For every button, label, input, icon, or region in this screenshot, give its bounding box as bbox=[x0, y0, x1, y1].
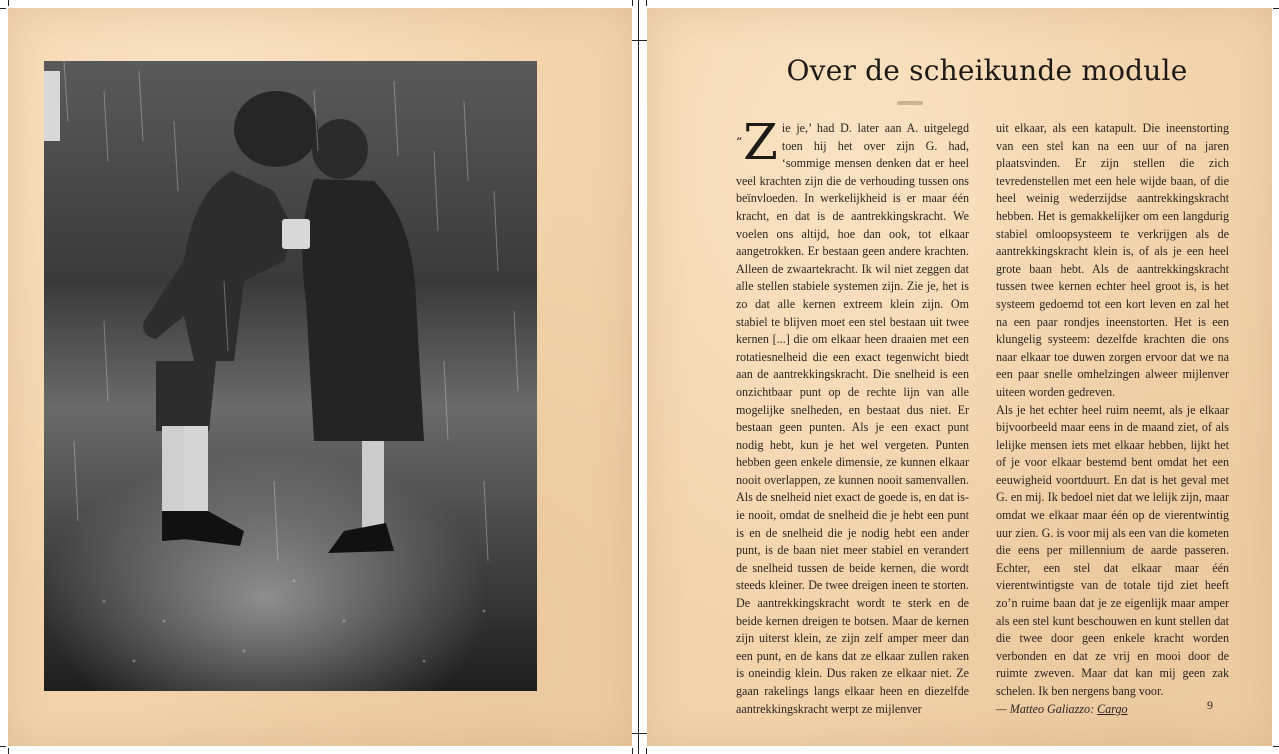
crop-mark bbox=[0, 8, 6, 9]
crop-mark bbox=[1273, 8, 1279, 9]
left-page bbox=[8, 8, 632, 746]
opening-quote: “ bbox=[736, 135, 743, 149]
title-ornament bbox=[897, 101, 923, 105]
crop-mark bbox=[8, 0, 9, 6]
page-title: Over de scheikunde module bbox=[786, 54, 1188, 87]
column-1-text: ie je,’ had D. later aan A. uitgelegd toen hij het over zijn G. had, ‘sommige mensen denken dat er heel veel krachten zijn die de verhouding tussen ons beïnvloeden. In werkelijkheid is er maar één kracht, en dat is de aantrekkingskracht. We voelen ons altijd, hoe dan ook, tot elkaar aangetrokken. Er bestaan geen andere krachten. Alleen de zwaartekracht. Ik wil niet zeggen dat alle stellen stabiele systemen zijn. Zie je, het is zo dat alle kernen extreem klein zijn. Om stabiel te blijven moet een stel bestaan uit twee kernen [...] die om elkaar heen draaien met een rotatiesnelheid die een exact tegenwicht biedt aan de aantrekkingskracht. Die snelheid is een onzichtbaar punt op de rechte lijn van alle mogelijke snelheden, en bestaat dus niet. Er bestaan geen punten. Als je een exact punt nodig hebt, kun je het wel vergeten. Punten hebben geen enkele dimensie, ze kunnen elkaar nooit overlappen, ze kunnen nooit samenvallen. Als de snelheid niet exact de goede is, en dat is-ie nooit, omdat de snelheid die je hebt een punt is en de snelheid die je nodig hebt een ander punt, is de baan niet meer stabiel en verandert de snelheid tussen de beide kernen, die wordt steeds kleiner. De twee dreigen ineen te storten. De aantrekkingskracht wordt te sterk en de beide kernen dreigen te botsen. Maar de kernen zijn uiterst klein, ze zijn zelf amper meer dan een punt, en de kans dat ze elkaar zullen raken is oneindig klein. Dus raken ze elkaar niet. Ze gaan rakelings langs elkaar heen en diezelfde aantrekkingskracht werpt ze mijlenver bbox=[736, 121, 969, 716]
crop-mark bbox=[0, 746, 6, 747]
drop-cap-letter: Z bbox=[743, 113, 778, 171]
signature-source-link[interactable]: Cargo bbox=[1097, 701, 1128, 716]
page-number: 9 bbox=[1207, 698, 1213, 712]
crop-mark bbox=[1273, 746, 1279, 747]
crop-mark bbox=[646, 0, 647, 6]
text-column-left bbox=[736, 113, 969, 718]
paragraph: uit elkaar, als een katapult. Die ineenstorting van een stel kan na een uur of na jaren plaatsvinden. Er zijn stellen die zich tevredenstellen met een hele wijde baan, of die heel weinig wederzijdse aantrekkingskracht hebben. Het is gemakkelijker om een langdurig stabiel omloopsysteem te verkrijgen als de aantrekkingskracht klein is, of als je een heel grote baan hebt. Als de aantrekkingskracht tussen twee kernen echter heel groot is, is het systeem gedoemd tot een kort leven en zal het na een paar rondjes ineenstorten. Het is een klungelig systeem: dezelfde krachten die ons naar elkaar toe duwen zorgen ervoor dat we na een paar snelle omhelzingen alweer mijlenver uiteen worden gedreven. bbox=[996, 121, 1229, 399]
crop-mark bbox=[8, 748, 9, 754]
paragraph: Als je het echter heel ruim neemt, als je elkaar bijvoorbeeld maar eens in de maand ziet, of als lelijke mensen iets met elkaar hebben, lijkt het of je voor elkaar bestemd bent omdat het een eeuwigheid voortduurt. En dat is het geval met G. en mij. Ik bedoel niet dat we lelijk zijn, maar omdat we elkaar maar één op de vierentwintig uur zien. G. is voor mij als een van die kometen die eens per millennium de aarde passeren. Echter, een stel dat elkaar maar één vierentwintigste van de totale tijd ziet heeft zo’n ruime baan dat je ze eigenlijk maar amper als een stel kunt beschouwen en kunt stellen dat die twee door geen enkele kracht worden verbonden en dat ze vrij en mooi door de ruimte zweven. Maar dat kan mij geen zak schelen. Ik ben nergens bang voor. bbox=[996, 402, 1229, 698]
right-page bbox=[647, 8, 1272, 746]
photo-children-kissing-in-rain bbox=[44, 61, 537, 691]
gutter-line bbox=[638, 0, 639, 754]
crop-mark bbox=[630, 733, 648, 734]
drop-cap bbox=[736, 113, 778, 171]
paragraph bbox=[736, 113, 969, 718]
crop-mark bbox=[632, 0, 633, 6]
signature-author: — Matteo Galiazzo: bbox=[996, 701, 1098, 716]
signature bbox=[996, 701, 1229, 719]
crop-mark bbox=[630, 40, 648, 41]
crop-mark bbox=[632, 748, 633, 754]
text-column-right bbox=[996, 120, 1229, 718]
crop-mark bbox=[646, 748, 647, 754]
